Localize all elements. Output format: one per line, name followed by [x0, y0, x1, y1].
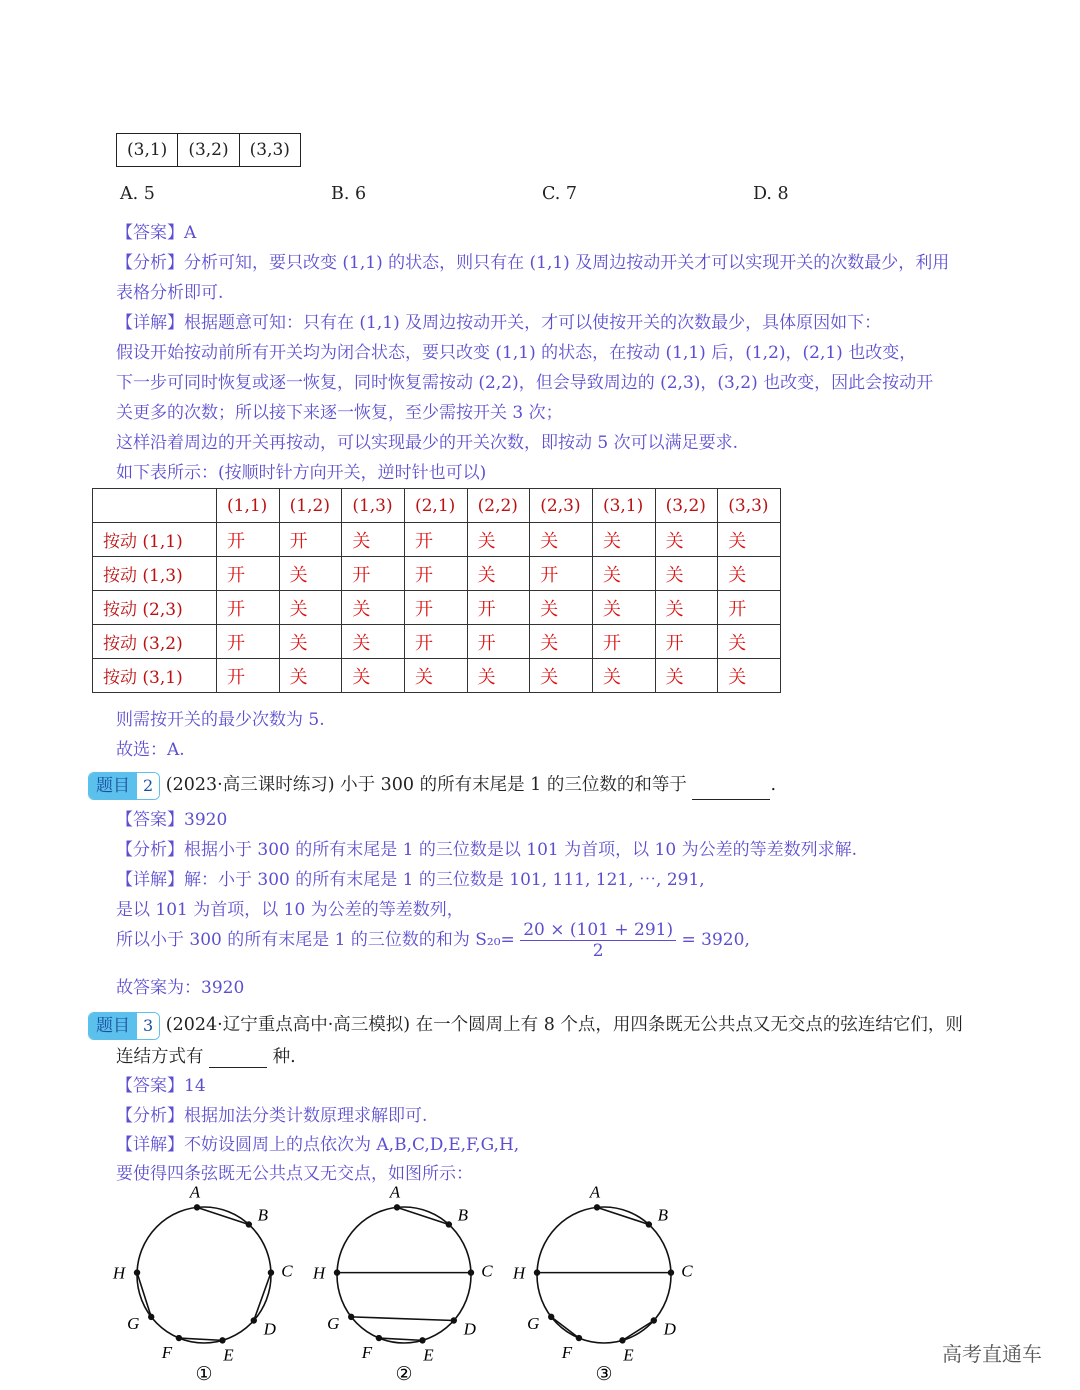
point-H [134, 1269, 140, 1275]
analysis: 【分析】根据小于 300 的所有末尾是 1 的三位数是以 101 为首项，以 10 为公差的等差数列求解. [116, 840, 857, 860]
point-E [619, 1337, 625, 1343]
table-row [93, 625, 781, 659]
badge-label: 题目 [89, 773, 137, 799]
circle-figures [0, 1180, 1080, 1390]
point-G [348, 1314, 354, 1320]
numerator: 20 × (101 + 291) [520, 920, 676, 941]
table-cell: 开 [467, 625, 530, 659]
question-3 [88, 1011, 963, 1040]
table-cell: 开 [404, 625, 467, 659]
point-label: B [657, 1205, 669, 1225]
sum-formula [116, 920, 750, 961]
table-cell: 关 [279, 625, 342, 659]
punct: . [770, 775, 777, 795]
table-cell: 关 [592, 523, 655, 557]
table-cell: 关 [718, 523, 781, 557]
table-row [93, 557, 781, 591]
table-row [93, 591, 781, 625]
point-label: H [512, 1263, 526, 1283]
detail: 假设开始按动前所有开关均为闭合状态，要只改变 (1,1) 的状态，在按动 (1,1) 后，(1,2)，(2,1) 也改变， [116, 343, 917, 363]
point-E [219, 1337, 225, 1343]
point-G [148, 1314, 154, 1320]
top-table [116, 133, 301, 167]
table-cell: 关 [342, 625, 405, 659]
point-label: E [223, 1345, 234, 1365]
header-cell: (2,3) [530, 489, 593, 523]
table-cell: 开 [404, 591, 467, 625]
table-cell: 按动 (1,3) [93, 557, 217, 591]
table-cell: 开 [217, 659, 280, 693]
detail: 要使得四条弦既无公共点又无交点，如图所示： [116, 1164, 473, 1184]
question-badge [88, 1012, 160, 1040]
cell: (3,3) [239, 134, 300, 167]
table-cell: 开 [592, 625, 655, 659]
header-cell: (2,2) [467, 489, 530, 523]
table-cell: 关 [718, 625, 781, 659]
point-B [446, 1221, 452, 1227]
figure-label: ① [195, 1363, 213, 1385]
table-cell: 关 [279, 659, 342, 693]
table-cell: 关 [279, 557, 342, 591]
point-A [394, 1204, 400, 1210]
table-cell: 按动 (3,2) [93, 625, 217, 659]
point-D [651, 1317, 657, 1323]
option-c: C. 7 [542, 184, 578, 204]
question-2 [88, 771, 776, 800]
table-cell: 关 [592, 591, 655, 625]
answer-blank [209, 1067, 267, 1068]
table-cell: 按动 (2,3) [93, 591, 217, 625]
option-b: B. 6 [331, 184, 367, 204]
table-cell: 关 [342, 659, 405, 693]
sum-suffix: = 3920, [681, 930, 750, 950]
table-cell: 关 [718, 557, 781, 591]
circle [337, 1207, 471, 1343]
point-label: A [189, 1182, 201, 1202]
table-cell: 关 [655, 557, 718, 591]
point-label: F [161, 1343, 173, 1363]
header-cell: (1,3) [342, 489, 405, 523]
point-H [534, 1269, 540, 1275]
table-cell: 关 [279, 591, 342, 625]
point-D [251, 1317, 257, 1323]
circle [137, 1207, 271, 1343]
table-cell: 关 [592, 659, 655, 693]
badge-number: 3 [137, 1013, 159, 1039]
choice: 故选：A. [116, 740, 185, 760]
question-stem: (2024·辽宁重点高中·高三模拟) 在一个圆周上有 8 个点，用四条既无公共点又无交点的弦连结它们，则 [165, 1015, 963, 1035]
header-cell: (2,1) [404, 489, 467, 523]
point-label: C [281, 1261, 293, 1281]
point-label: B [257, 1205, 269, 1225]
point-label: C [481, 1261, 493, 1281]
question-badge [88, 772, 160, 800]
point-B [246, 1221, 252, 1227]
header-cell: (3,3) [718, 489, 781, 523]
point-label: H [312, 1263, 326, 1283]
point-H [334, 1269, 340, 1275]
badge-number: 2 [137, 773, 159, 799]
detail: 如下表所示：(按顺时针方向开关，逆时针也可以) [116, 463, 487, 483]
point-F [176, 1335, 182, 1341]
header-cell: (3,2) [655, 489, 718, 523]
point-C [468, 1269, 474, 1275]
final-answer: 故答案为：3920 [116, 978, 245, 998]
table-cell: 开 [217, 625, 280, 659]
answer: 【答案】3920 [116, 810, 228, 830]
chord-GD [351, 1317, 454, 1321]
point-E [419, 1337, 425, 1343]
stem-text: 连结方式有 [116, 1047, 204, 1067]
circle-figure [512, 1182, 693, 1385]
table-cell: 关 [655, 523, 718, 557]
answer: 【答案】A [116, 223, 197, 243]
table-cell: 关 [530, 523, 593, 557]
table-cell: 开 [718, 591, 781, 625]
table-cell: 开 [530, 557, 593, 591]
table-cell: 开 [467, 591, 530, 625]
switch-table [92, 488, 781, 693]
table-cell: 关 [404, 659, 467, 693]
sum-prefix: 所以小于 300 的所有末尾是 1 的三位数的和为 S₂₀= [116, 930, 515, 950]
chord-ED [622, 1321, 653, 1341]
point-F [576, 1335, 582, 1341]
table-cell: 关 [530, 625, 593, 659]
table-cell: 开 [404, 523, 467, 557]
table-cell: 关 [530, 591, 593, 625]
table-cell: 关 [530, 659, 593, 693]
detail: 下一步可同时恢复或逐一恢复，同时恢复需按动 (2,2)，但会导致周边的 (2,3)，(3,2) 也改变，因此会按动开 [116, 373, 934, 393]
table-cell: 开 [404, 557, 467, 591]
table-cell: 关 [655, 591, 718, 625]
analysis: 【分析】根据加法分类计数原理求解即可. [116, 1106, 428, 1126]
table-cell: 关 [342, 591, 405, 625]
table-cell: 关 [467, 557, 530, 591]
table-cell: 开 [279, 523, 342, 557]
table-cell: 关 [467, 659, 530, 693]
point-label: D [463, 1319, 476, 1339]
header-cell: (3,1) [592, 489, 655, 523]
table-cell: 开 [217, 557, 280, 591]
answer: 【答案】14 [116, 1076, 206, 1096]
point-label: A [589, 1182, 601, 1202]
point-label: D [263, 1319, 276, 1339]
detail: 【详解】不妨设圆周上的点依次为 A,B,C,D,E,F,G,H, [116, 1135, 520, 1155]
denominator: 2 [592, 941, 604, 961]
table-row [93, 489, 781, 523]
question-stem: (2023·高三课时练习) 小于 300 的所有末尾是 1 的三位数的和等于 [165, 775, 687, 795]
detail: 这样沿着周边的开关再按动，可以实现最少的开关次数，即按动 5 次可以满足要求. [116, 433, 739, 453]
figure-label: ② [395, 1363, 413, 1385]
circle-figure [112, 1182, 293, 1385]
answer-blank [692, 799, 770, 800]
point-label: D [663, 1319, 676, 1339]
detail: 【详解】解：小于 300 的所有末尾是 1 的三位数是 101, 111, 121, ⋯, 291, [116, 870, 705, 890]
option-d: D. 8 [753, 184, 789, 204]
table-cell: 关 [467, 523, 530, 557]
header-cell: (1,2) [279, 489, 342, 523]
table-row [93, 523, 781, 557]
point-C [668, 1269, 674, 1275]
stem-text: 种. [272, 1047, 296, 1067]
point-label: F [561, 1343, 573, 1363]
table-cell: 关 [718, 659, 781, 693]
table-cell: 开 [655, 625, 718, 659]
table-cell: 按动 (1,1) [93, 523, 217, 557]
detail: 是以 101 为首项，以 10 为公差的等差数列， [116, 900, 464, 920]
detail: 关更多的次数；所以接下来逐一恢复，至少需按开关 3 次； [116, 403, 563, 423]
header-cell [93, 489, 217, 523]
point-label: G [327, 1313, 340, 1333]
point-label: H [112, 1263, 126, 1283]
point-G [548, 1314, 554, 1320]
point-label: G [127, 1313, 140, 1333]
point-D [451, 1317, 457, 1323]
table-cell: 开 [342, 557, 405, 591]
cell: (3,2) [178, 134, 239, 167]
chord-GF [551, 1317, 579, 1338]
point-A [594, 1204, 600, 1210]
detail: 【详解】根据题意可知：只有在 (1,1) 及周边按动开关，才可以使按开关的次数最少，具体原因如下： [116, 313, 882, 333]
point-B [646, 1221, 652, 1227]
analysis: 表格分析即可. [116, 283, 224, 303]
question-3-line2 [116, 1043, 296, 1068]
option-a: A. 5 [120, 184, 155, 204]
fraction [520, 920, 676, 961]
figure-label: ③ [595, 1363, 613, 1385]
point-label: A [389, 1182, 401, 1202]
point-F [376, 1335, 382, 1341]
table-row [93, 659, 781, 693]
badge-label: 题目 [89, 1013, 137, 1039]
point-A [194, 1204, 200, 1210]
point-label: G [527, 1313, 540, 1333]
table-cell: 按动 (3,1) [93, 659, 217, 693]
table-cell: 关 [655, 659, 718, 693]
point-label: F [361, 1343, 373, 1363]
circle-figure [312, 1182, 493, 1385]
table-cell: 开 [217, 591, 280, 625]
point-label: E [423, 1345, 434, 1365]
cell: (3,1) [117, 134, 178, 167]
point-label: C [681, 1261, 693, 1281]
table-cell: 关 [592, 557, 655, 591]
table-cell: 关 [342, 523, 405, 557]
point-label: B [457, 1205, 469, 1225]
table-cell: 开 [217, 523, 280, 557]
analysis: 【分析】分析可知，要只改变 (1,1) 的状态，则只有在 (1,1) 及周边按动开关才可以实现开关的次数最少，利用 [116, 253, 950, 273]
header-cell: (1,1) [217, 489, 280, 523]
point-C [268, 1269, 274, 1275]
conclusion: 则需按开关的最少次数为 5. [116, 710, 325, 730]
point-label: E [623, 1345, 634, 1365]
watermark: 高考直通车 [942, 1342, 1042, 1366]
